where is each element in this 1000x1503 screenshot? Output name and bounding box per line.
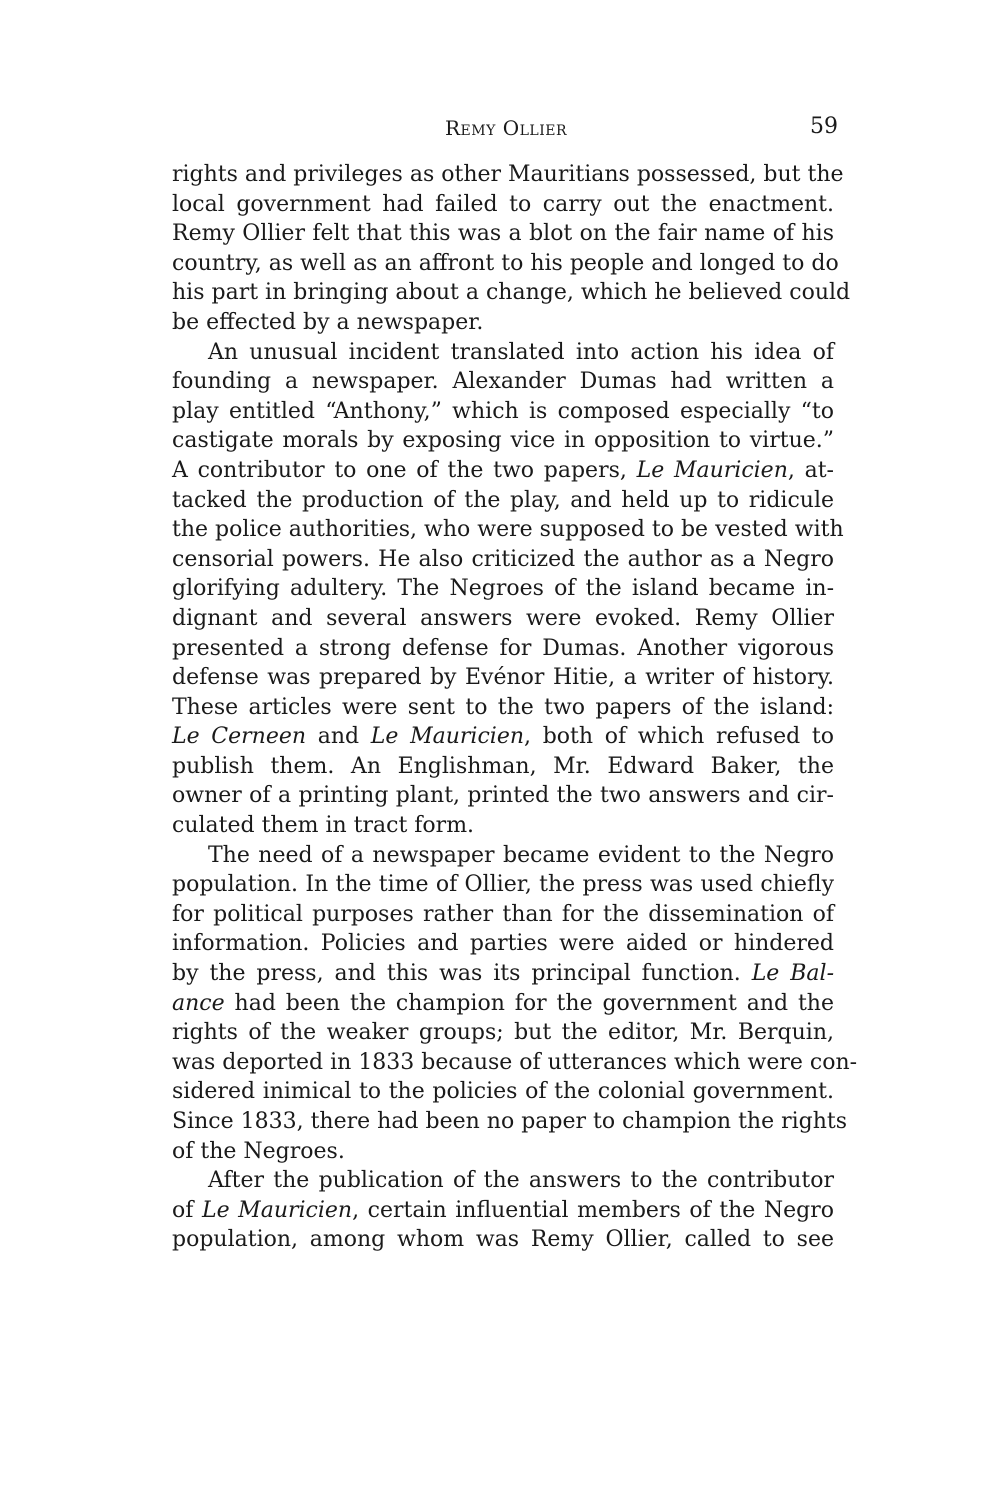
text-line: rights and privileges as other Mauritians possessed, but the: [172, 162, 844, 187]
text-line: sidered inimical to the policies of the colonial government.: [172, 1079, 834, 1105]
text-line: be effected by a newspaper.: [172, 309, 484, 335]
text-line: population, among whom was Remy Ollier, called to see: [172, 1227, 834, 1253]
italic-title: Le Mauricien: [201, 1197, 353, 1223]
text-line: tacked the production of the play, and held up to ridicule: [172, 487, 834, 513]
text-line: An unusual incident translated into action his idea of: [208, 339, 834, 365]
text-line: country, as well as an affront to his people and longed to do: [172, 250, 839, 276]
text-line: After the publication of the answers to the contributor: [208, 1168, 834, 1194]
body-text: [172, 160, 858, 1255]
text-line: Since 1833, there had been no paper to champion the rights: [172, 1109, 848, 1134]
italic-title: ance: [172, 990, 225, 1016]
text-line: of the Negroes.: [172, 1138, 345, 1164]
text-line: local government had failed to carry out the enactment.: [172, 191, 834, 217]
text-line: information. Policies and parties were aided or hindered: [172, 931, 834, 957]
text-line: A contributor to one of the two papers, Le Mauricien, at-: [172, 457, 834, 483]
text-line: was deported in 1833 because of utterances which were con-: [172, 1049, 858, 1075]
text-line: play entitled “Anthony,” which is composed especially “to: [172, 398, 834, 424]
text-line: ance had been the champion for the government and the: [172, 990, 834, 1016]
text-line: defense was prepared by Evénor Hitie, a writer of history.: [172, 665, 834, 691]
italic-title: Le Cerneen: [172, 724, 307, 750]
text-line: castigate morals by exposing vice in opposition to virtue.”: [172, 428, 834, 454]
text-line: the police authorities, who were supposed to be vested with: [172, 517, 844, 543]
text-line: Le Cerneen and Le Mauricien, both of which refused to: [172, 724, 834, 750]
text-line: owner of a printing plant, printed the two answers and cir-: [172, 783, 834, 809]
running-title: Remy Ollier: [445, 116, 567, 140]
text-line: These articles were sent to the two papers of the island:: [172, 694, 834, 720]
text-line: glorifying adultery. The Negroes of the island became in-: [172, 576, 834, 602]
italic-title: Le Mauricien: [370, 724, 525, 750]
text-line: of Le Mauricien, certain influential members of the Negro: [172, 1197, 834, 1223]
text-line: rights of the weaker groups; but the editor, Mr. Berquin,: [172, 1020, 834, 1046]
italic-title: Le Mauricien: [636, 457, 788, 483]
page-number: 59: [810, 114, 838, 139]
text-line: culated them in tract form.: [172, 813, 475, 839]
text-line: censorial powers. He also criticized the author as a Negro: [172, 546, 834, 572]
text-line: for political purposes rather than for the dissemination of: [172, 901, 834, 927]
running-header: [172, 112, 840, 146]
text-line: founding a newspaper. Alexander Dumas had written a: [172, 369, 834, 395]
italic-title: Le Bal-: [751, 961, 834, 987]
text-line: The need of a newspaper became evident to the Negro: [208, 842, 834, 868]
text-line: his part in bringing about a change, which he believed could: [172, 280, 851, 306]
text-line: Remy Ollier felt that this was a blot on the fair name of his: [172, 221, 834, 247]
text-line: population. In the time of Ollier, the press was used chiefly: [172, 872, 834, 898]
text-line: dignant and several answers were evoked. Remy Ollier: [172, 605, 834, 631]
text-line: publish them. An Englishman, Mr. Edward Baker, the: [172, 753, 834, 779]
text-line: presented a strong defense for Dumas. Another vigorous: [172, 635, 834, 661]
text-line: by the press, and this was its principal function. Le Bal-: [172, 961, 834, 987]
